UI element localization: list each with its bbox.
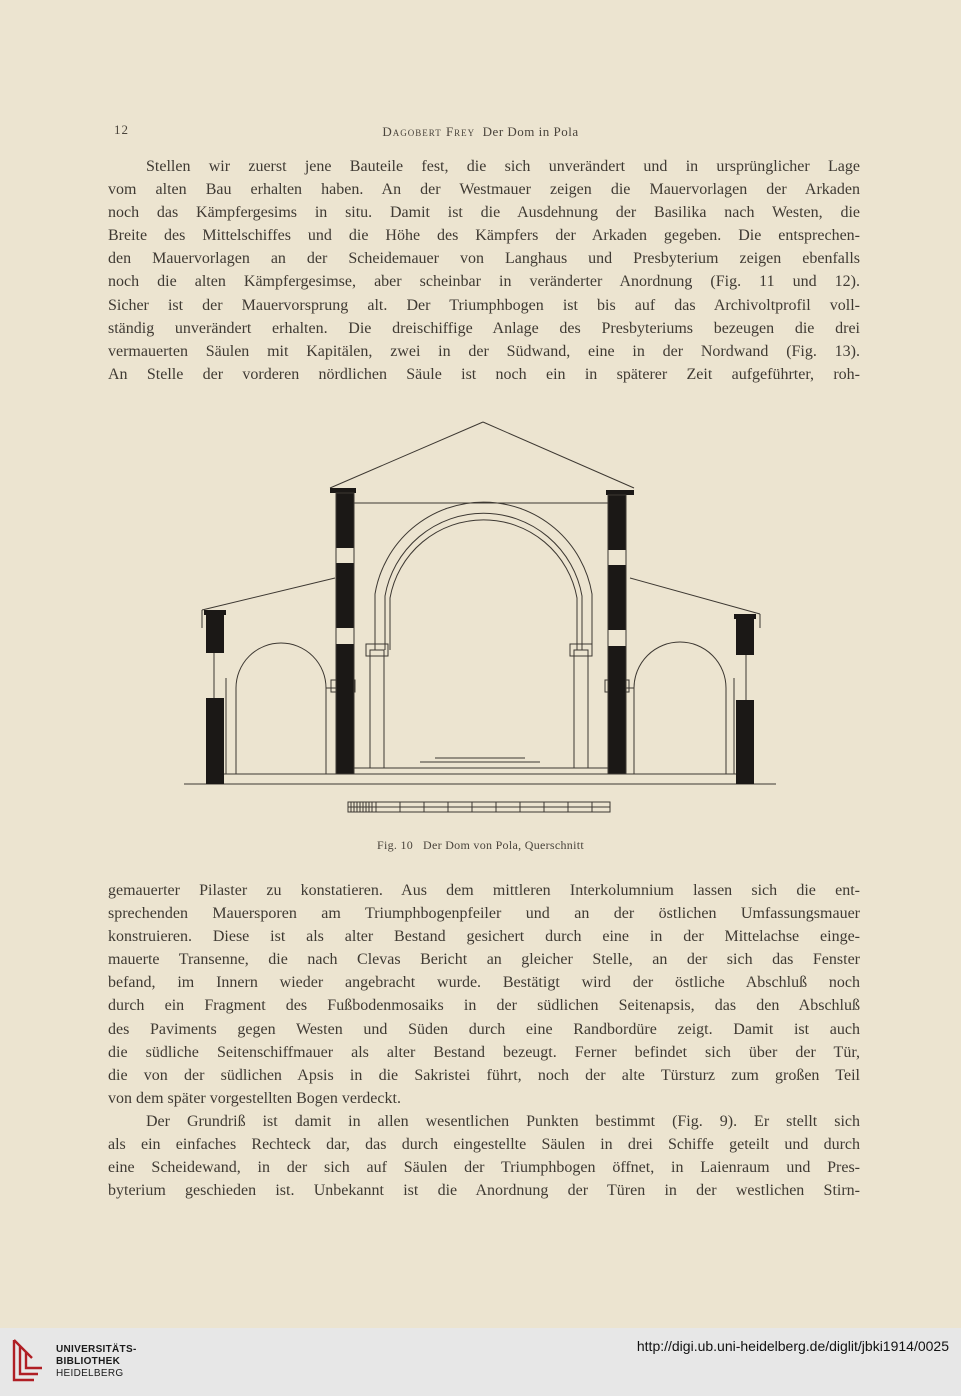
aisle-roof-left — [202, 578, 335, 610]
roof-line-left — [330, 422, 483, 488]
library-name-line-2: BIBLIOTHEK — [56, 1356, 121, 1367]
text-line: durch ein Fragment des Fußbodenmosaiks in der südlichen Seitenapsis, das den Abschluß — [108, 997, 860, 1015]
text-line: vom alten Bau erhalten haben. An der Westmauer zeigen die Mauervorlagen der Arkaden — [108, 181, 860, 199]
side-arch-right — [634, 642, 726, 774]
text-line: den Mauervorlagen an der Scheidemauer von Langhaus und Presbyterium zeigen ebenfalls — [108, 250, 860, 268]
figure-caption-text: Der Dom von Pola, Querschnitt — [423, 838, 585, 852]
text-line: konstruieren. Diese ist als alter Bestand gesichert durch eine in der Mittelachse einge- — [108, 928, 860, 946]
text-line: ständig unverändert erhalten. Die dreischiffige Anlage des Presbyteriums bezeugen die drei — [108, 319, 860, 337]
text-line: An Stelle der vorderen nördlichen Säule ist noch ein in späterer Zeit aufgeführter, roh- — [108, 365, 860, 383]
text-line: Sicher ist der Mauervorsprung alt. Der Triumphbogen ist bis auf das Archivoltprofil voll- — [108, 296, 860, 314]
text-line: von dem später vorgestellten Bogen verdeckt. — [108, 1089, 401, 1107]
scale-bar — [348, 802, 610, 812]
paragraph-2 — [108, 879, 860, 1110]
library-name-line-1: UNIVERSITÄTS- — [56, 1344, 137, 1355]
running-header — [0, 124, 961, 140]
column-right — [574, 650, 588, 768]
page-number: 12 — [114, 122, 129, 137]
figure-caption-label: Fig. 10 — [376, 838, 414, 852]
text-line: Der Grundriß ist damit in allen wesentlichen Punkten bestimmt (Fig. 9). Er stellt sich — [146, 1113, 860, 1130]
library-name[interactable] — [56, 1344, 137, 1380]
text-line: die südliche Seitenschiffmauer als alter Bestand bezeugt. Ferner befindet sich über der Tür, — [108, 1043, 860, 1061]
running-header-title: Der Dom in Pola — [482, 124, 579, 139]
figure-caption — [0, 838, 961, 853]
text-line: gemauerter Pilaster zu konstatieren. Aus dem mittleren Interkolumnium lassen sich die ent- — [108, 882, 860, 899]
text-line: noch die alten Kämpfergesimse, aber scheinbar in veränderter Anordnung (Fig. 11 und 12). — [108, 273, 860, 291]
viewer-footer — [0, 1328, 961, 1396]
text-line: eine Scheidewand, in der sich auf Säulen der Triumphbogen öffnet, in Laienraum und Pres- — [108, 1159, 860, 1177]
text-line: Breite des Mittelschiffes und die Höhe des Kämpfers der Arkaden gegeben. Die entsprechen- — [108, 227, 860, 245]
column-left — [370, 650, 384, 768]
library-name-line-3: HEIDELBERG — [56, 1368, 124, 1379]
library-logo-icon[interactable] — [10, 1336, 48, 1388]
text-line: mauerte Transenne, die nach Clevas Bericht an gleicher Stelle, an der sich das Fenster — [108, 951, 860, 969]
outer-wall-right — [734, 614, 756, 784]
text-line: Stellen wir zuerst jene Bauteile fest, die sich unverändert und in ursprünglicher Lage — [146, 158, 860, 175]
running-header-author: Dagobert Frey — [382, 124, 476, 139]
text-line: byterium geschieden ist. Unbekannt ist die Anordnung der Türen in der westlichen Stirn- — [108, 1182, 860, 1200]
triumphal-arch-inner — [385, 513, 582, 650]
paragraph-1 — [108, 155, 860, 386]
aisle-roof-right — [630, 578, 760, 614]
nave-pier-left — [330, 488, 356, 774]
text-line: vermauerten Säulen mit Kapitälen, zwei in der Südwand, eine in der Nordwand (Fig. 13). — [108, 342, 860, 360]
text-line: noch das Kämpfergesims in situ. Damit ist die Ausdehnung der Basilika nach Westen, die — [108, 204, 860, 222]
nave-pier-right — [606, 490, 634, 774]
side-arch-left — [236, 643, 326, 774]
text-line: sprechenden Mauersporen am Triumphbogenpfeiler und an der östlichen Umfassungsmauer — [108, 905, 860, 923]
permalink-url[interactable]: http://digi.ub.uni-heidelberg.de/diglit/jbki1914/0025 — [636, 1338, 949, 1354]
paragraph-3 — [108, 1110, 860, 1202]
text-line: als ein einfaches Rechteck dar, das durch eingestellte Säulen in drei Schiffe geteilt und durch — [108, 1136, 860, 1154]
outer-wall-left — [204, 610, 226, 784]
text-line: befand, im Innern wieder angebracht wurde. Bestätigt wird der östliche Abschluß noch — [108, 974, 860, 992]
roof-line-right — [483, 422, 634, 488]
text-line: des Paviments gegen Westen und Süden durch eine Randbordüre zeigt. Damit ist auch — [108, 1020, 860, 1038]
cathedral-cross-section-drawing — [180, 418, 780, 828]
text-line: die von der südlichen Apsis in die Sakristei führt, noch der alte Türsturz zum großen Teil — [108, 1066, 860, 1084]
triumphal-arch-outer — [375, 502, 592, 650]
